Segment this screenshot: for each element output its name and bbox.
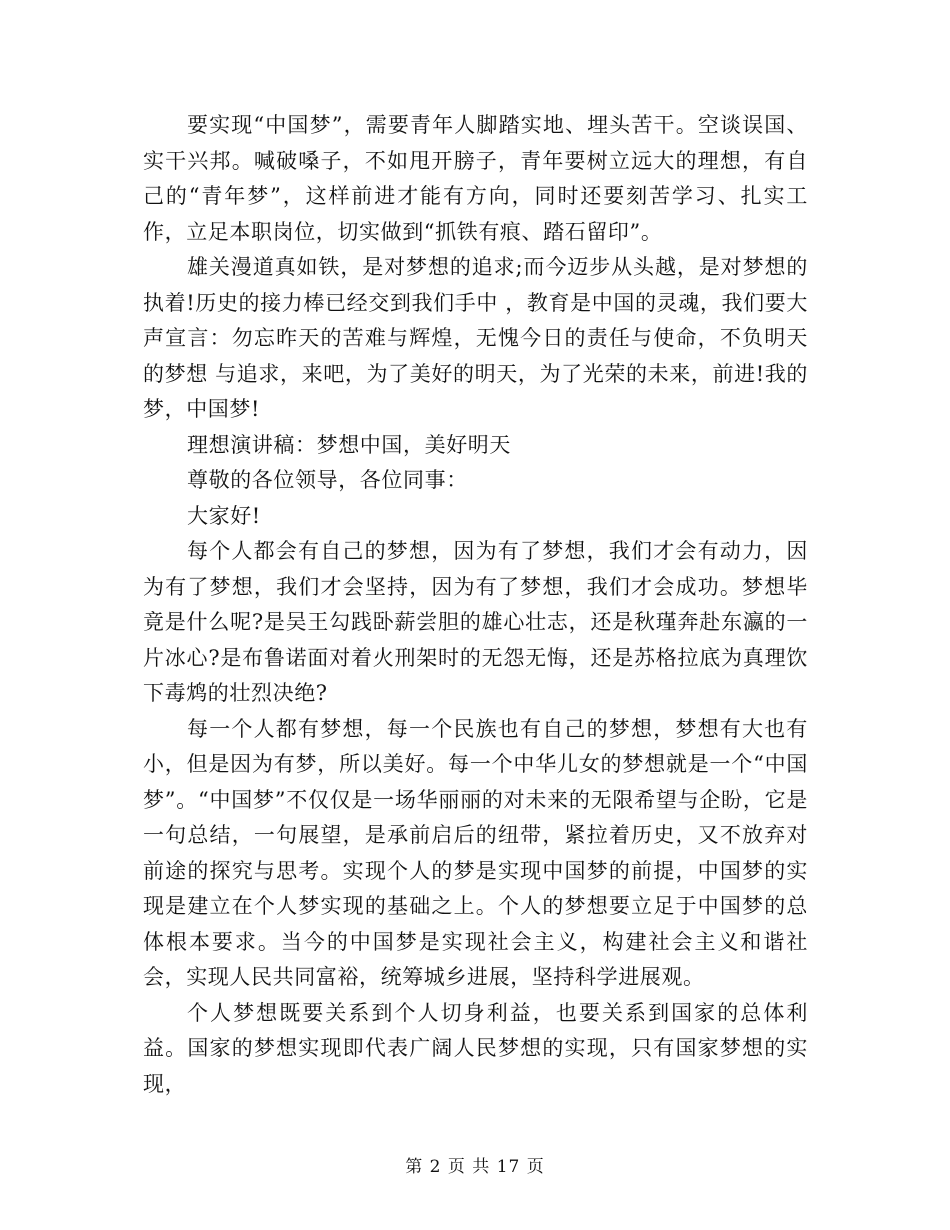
document-body bbox=[143, 108, 808, 1102]
salutation: 尊敬的各位领导，各位同事： bbox=[187, 468, 468, 492]
speech-title: 理想演讲稿：梦想中国，美好明天 bbox=[187, 432, 511, 457]
greeting: 大家好! bbox=[187, 503, 261, 528]
paragraph-1: 要实现“中国梦”，需要青年人脚踏实地、埋头苦干。空谈误国、实干兴邦。喊破嗓子，不如甩开膀子，青年要树立远大的理想，有自己的“青年梦”，这样前进才能有方向，同时还要刻苦学习、扎实工作，立足本职岗位，切实做到“抓铁有痕、踏石留印”。 bbox=[143, 113, 808, 244]
paragraph-4: 每一个人都有梦想，每一个民族也有自己的梦想，梦想有大也有小，但是因为有梦，所以美好。每一个中华儿女的梦想就是一个“中国梦”。“中国梦”不仅仅是一场华丽丽的对未来的无限希望与企盼，它是一句总结，一句展望，是承前启后的纽带，紧拉着历史，又不放弃对前途的探究与思考。实现个人的梦是实现中国梦的前提，中国梦的实现是建立在个人梦实现的基础之上。个人的梦想要立足于中国梦的总体根本要求。当今的中国梦是实现社会主义，构建社会主义和谐社会，实现人民共同富裕，统筹城乡进展，坚持科学进展观。 bbox=[143, 716, 808, 989]
paragraph-3: 每个人都会有自己的梦想，因为有了梦想，我们才会有动力，因为有了梦想，我们才会坚持，因为有了梦想，我们才会成功。梦想毕竟是什么呢?是吴王勾践卧薪尝胆的雄心壮志，还是秋瑾奔赴东瀛的一片冰心?是布鲁诺面对着火刑架时的无怨无悔，还是苏格拉底为真理饮下毒鸩的壮烈决绝? bbox=[143, 539, 808, 705]
paragraph-2: 雄关漫道真如铁，是对梦想的追求;而今迈步从头越，是对梦想的执着!历史的接力棒已经交到我们手中 ，教育是中国的灵魂，我们要大声宣言：勿忘昨天的苦难与辉煌，无愧今日的责任与使命，不负明天的梦想 与追求，来吧，为了美好的明天，为了光荣的未来，前进!我的梦，中国梦! bbox=[143, 255, 808, 421]
paragraph-5: 个人梦想既要关系到个人切身利益，也要关系到国家的总体利益。国家的梦想实现即代表广阔人民梦想的实现，只有国家梦想的实现， bbox=[143, 1000, 808, 1096]
page-number-footer: 第 2 页 共 17 页 bbox=[405, 1157, 545, 1177]
